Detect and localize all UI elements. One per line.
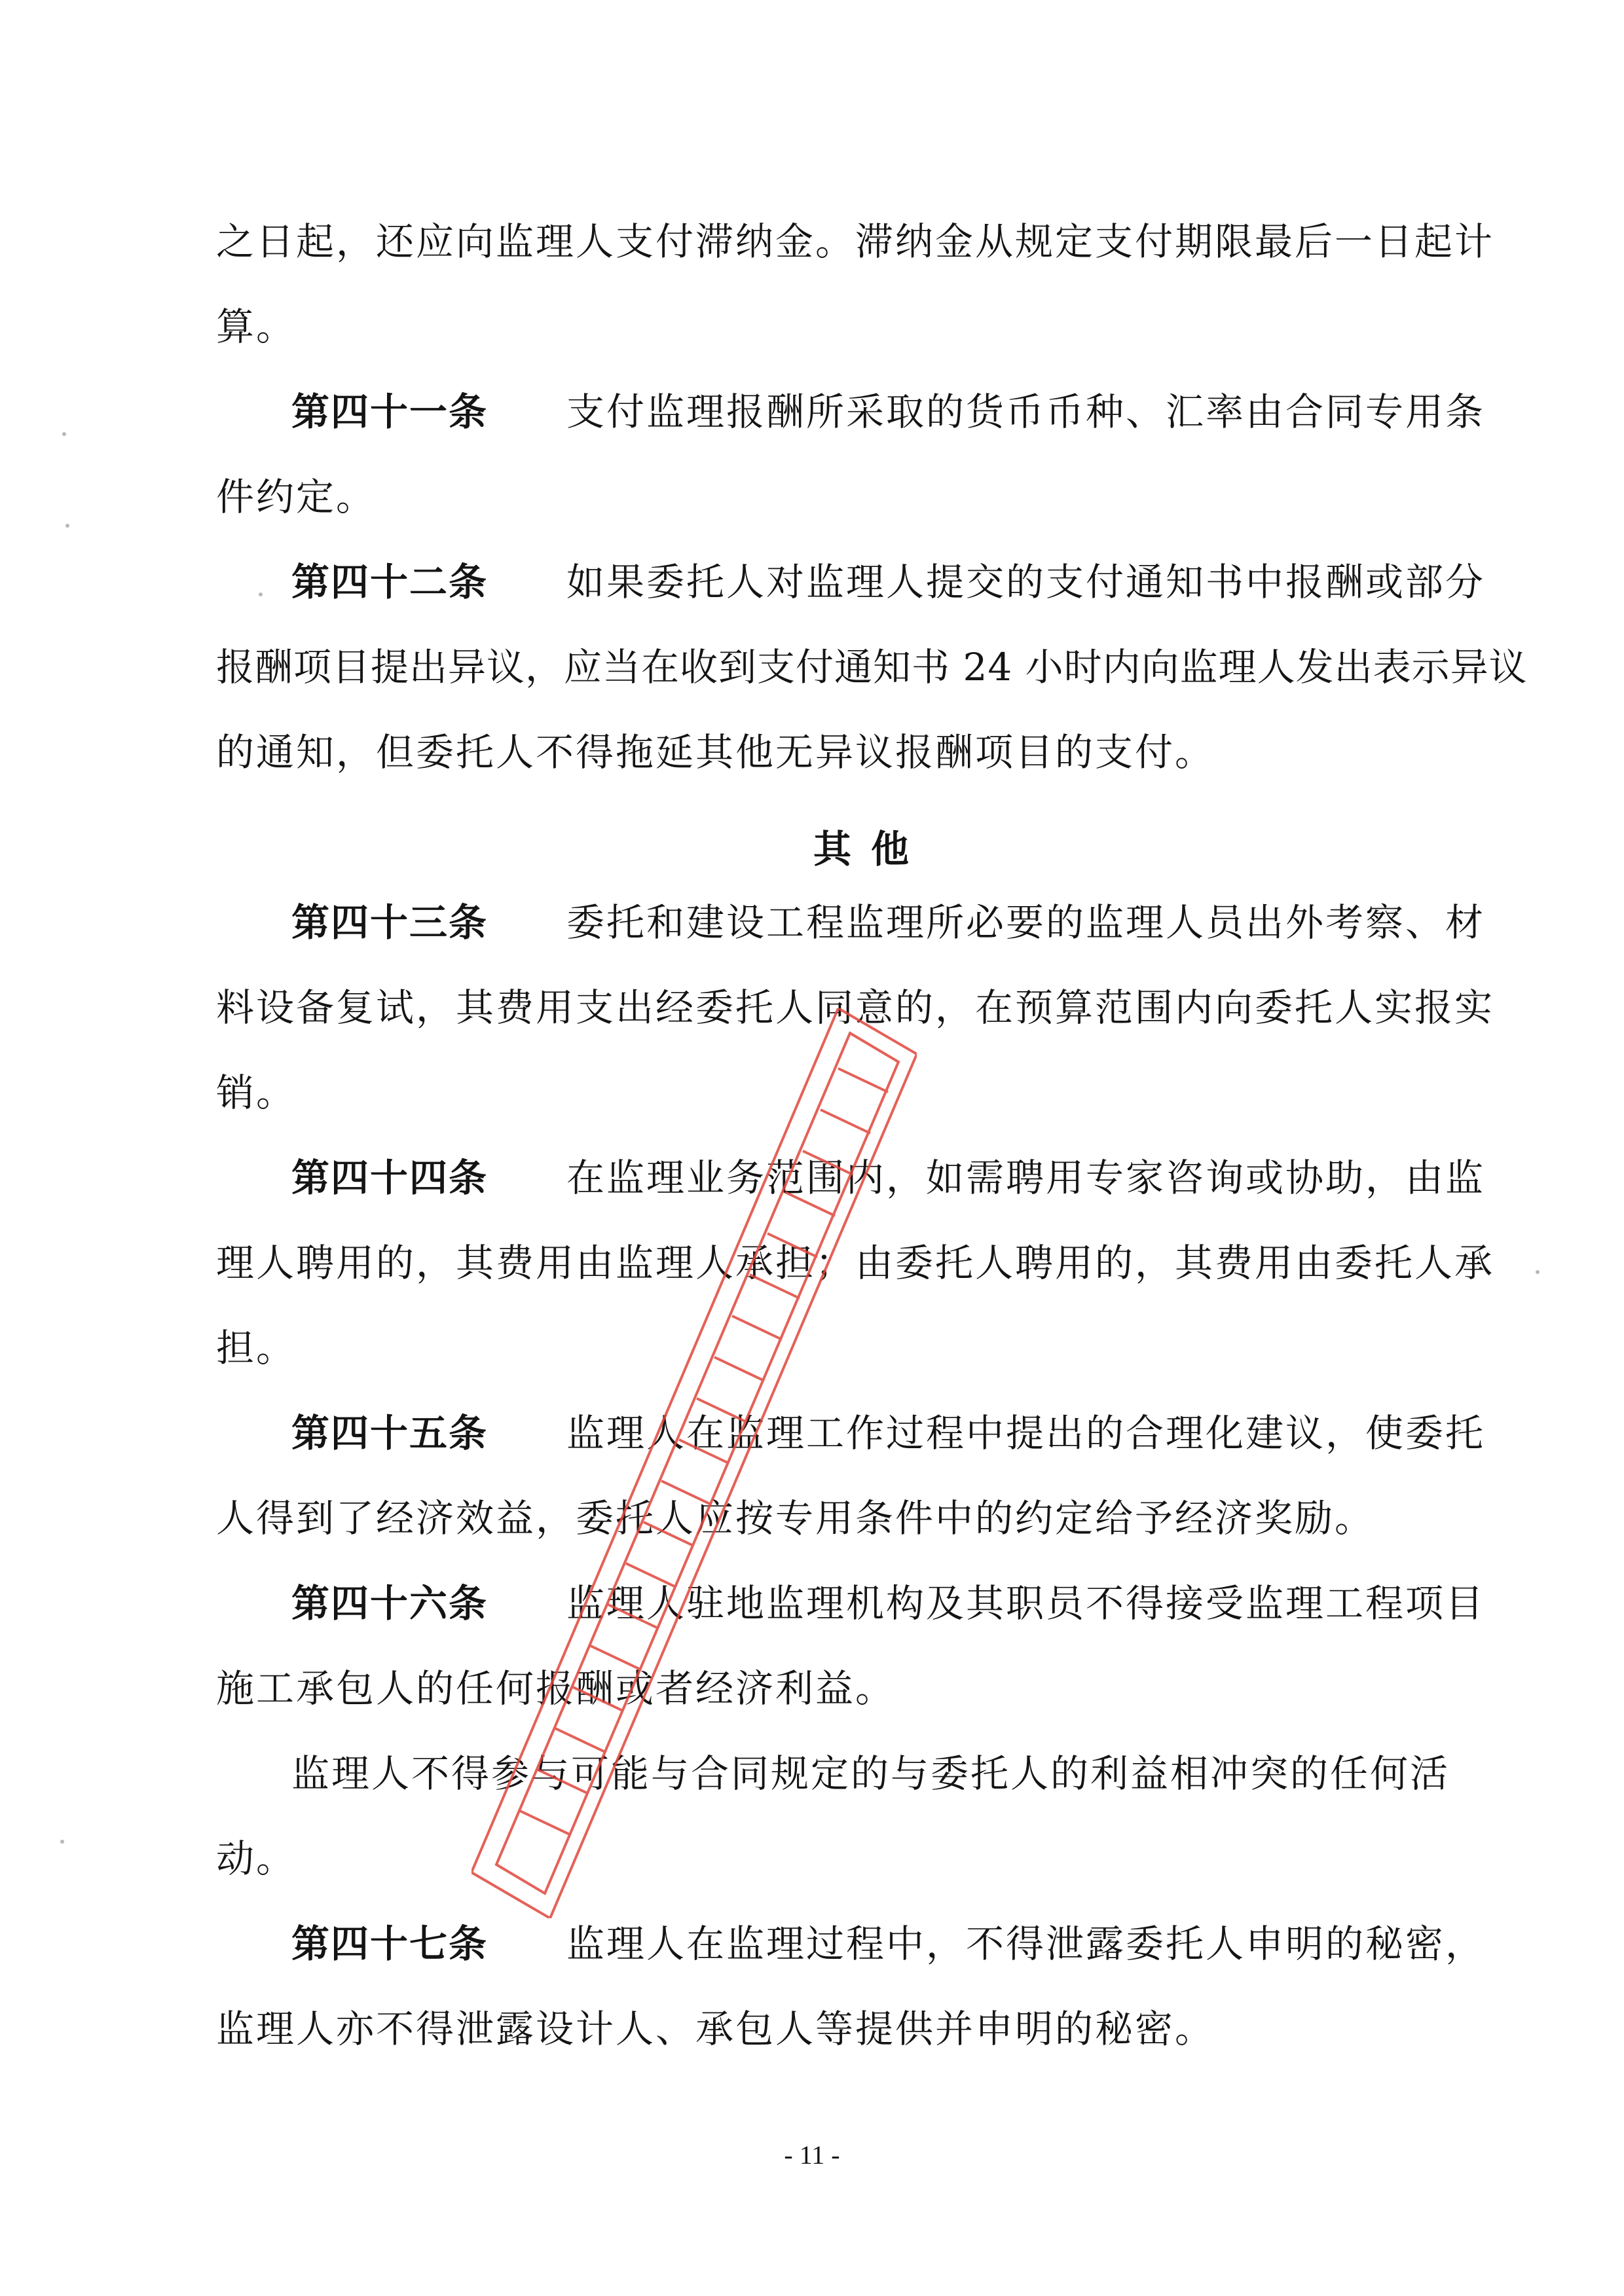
seal-stamp-inner-outline xyxy=(496,1033,898,1893)
article-44-line-2: 理人聘用的，其费用由监理人承担；由委托人聘用的，其费用由委托人承 xyxy=(216,1241,1495,1285)
article-46-line-2: 施工承包人的任何报酬或者经济利益。 xyxy=(216,1666,896,1711)
article-42-line-3: 的通知，但委托人不得拖延其他无异议报酬项目的支付。 xyxy=(216,730,1215,774)
article-43-line-1 xyxy=(291,900,1486,945)
page-number: - 11 - xyxy=(784,2140,840,2170)
article-42-text: 如果委托人对监理人提交的支付通知书中报酬或部分 xyxy=(566,560,1486,604)
article-41-number: 第四十一条 xyxy=(291,390,489,434)
body-line: 算。 xyxy=(216,304,297,349)
article-45-text: 监理人在监理工作过程中提出的合理化建议，使委托 xyxy=(566,1411,1486,1455)
seal-stamp-cells xyxy=(520,1068,888,1834)
article-44-text: 在监理业务范围内，如需聘用专家咨询或协助，由监 xyxy=(566,1156,1486,1200)
article-42-number: 第四十二条 xyxy=(291,560,489,604)
article-43-line-3: 销。 xyxy=(216,1070,297,1115)
article-44-line-3: 担。 xyxy=(216,1326,297,1370)
scan-speck xyxy=(65,524,69,528)
article-43-line-2: 料设备复试，其费用支出经委托人同意的，在预算范围内向委托人实报实 xyxy=(216,985,1495,1030)
article-43-text: 委托和建设工程监理所必要的监理人员出外考察、材 xyxy=(566,900,1486,945)
scan-speck xyxy=(62,432,66,436)
paragraph-line: 动。 xyxy=(216,1836,297,1881)
seal-stamp-outline xyxy=(471,1008,917,1918)
article-42-line-1 xyxy=(291,560,1486,604)
article-41-text: 支付监理报酬所采取的货币币种、汇率由合同专用条 xyxy=(566,390,1486,434)
seal-stamp xyxy=(471,1008,917,1918)
article-43-number: 第四十三条 xyxy=(291,900,489,945)
article-41-line-1 xyxy=(291,390,1486,434)
article-42-line-2: 报酬项目提出异议，应当在收到支付通知书 24 小时内向监理人发出表示异议 xyxy=(216,645,1528,689)
article-47-text: 监理人在监理过程中，不得泄露委托人申明的秘密， xyxy=(566,1922,1486,1966)
body-line: 之日起，还应向监理人支付滞纳金。滞纳金从规定支付期限最后一日起计 xyxy=(216,219,1495,264)
scan-speck xyxy=(60,1840,64,1844)
article-47-line-1 xyxy=(291,1922,1486,1966)
article-44-number: 第四十四条 xyxy=(291,1156,489,1200)
scan-speck xyxy=(1536,1270,1540,1274)
article-41-line-2: 件约定。 xyxy=(216,475,377,519)
scan-speck xyxy=(259,592,263,596)
article-45-number: 第四十五条 xyxy=(291,1411,489,1455)
article-47-line-2: 监理人亦不得泄露设计人、承包人等提供并申明的秘密。 xyxy=(216,2007,1215,2051)
article-47-number: 第四十七条 xyxy=(291,1922,489,1966)
paragraph-line: 监理人不得参与可能与合同规定的与委托人的利益相冲突的任何活 xyxy=(291,1751,1450,1796)
article-46-number: 第四十六条 xyxy=(291,1581,489,1626)
article-46-text: 监理人驻地监理机构及其职员不得接受监理工程项目 xyxy=(566,1581,1486,1626)
section-heading: 其他 xyxy=(813,827,929,871)
article-45-line-2: 人得到了经济效益，委托人应按专用条件中的约定给予经济奖励。 xyxy=(216,1496,1375,1540)
